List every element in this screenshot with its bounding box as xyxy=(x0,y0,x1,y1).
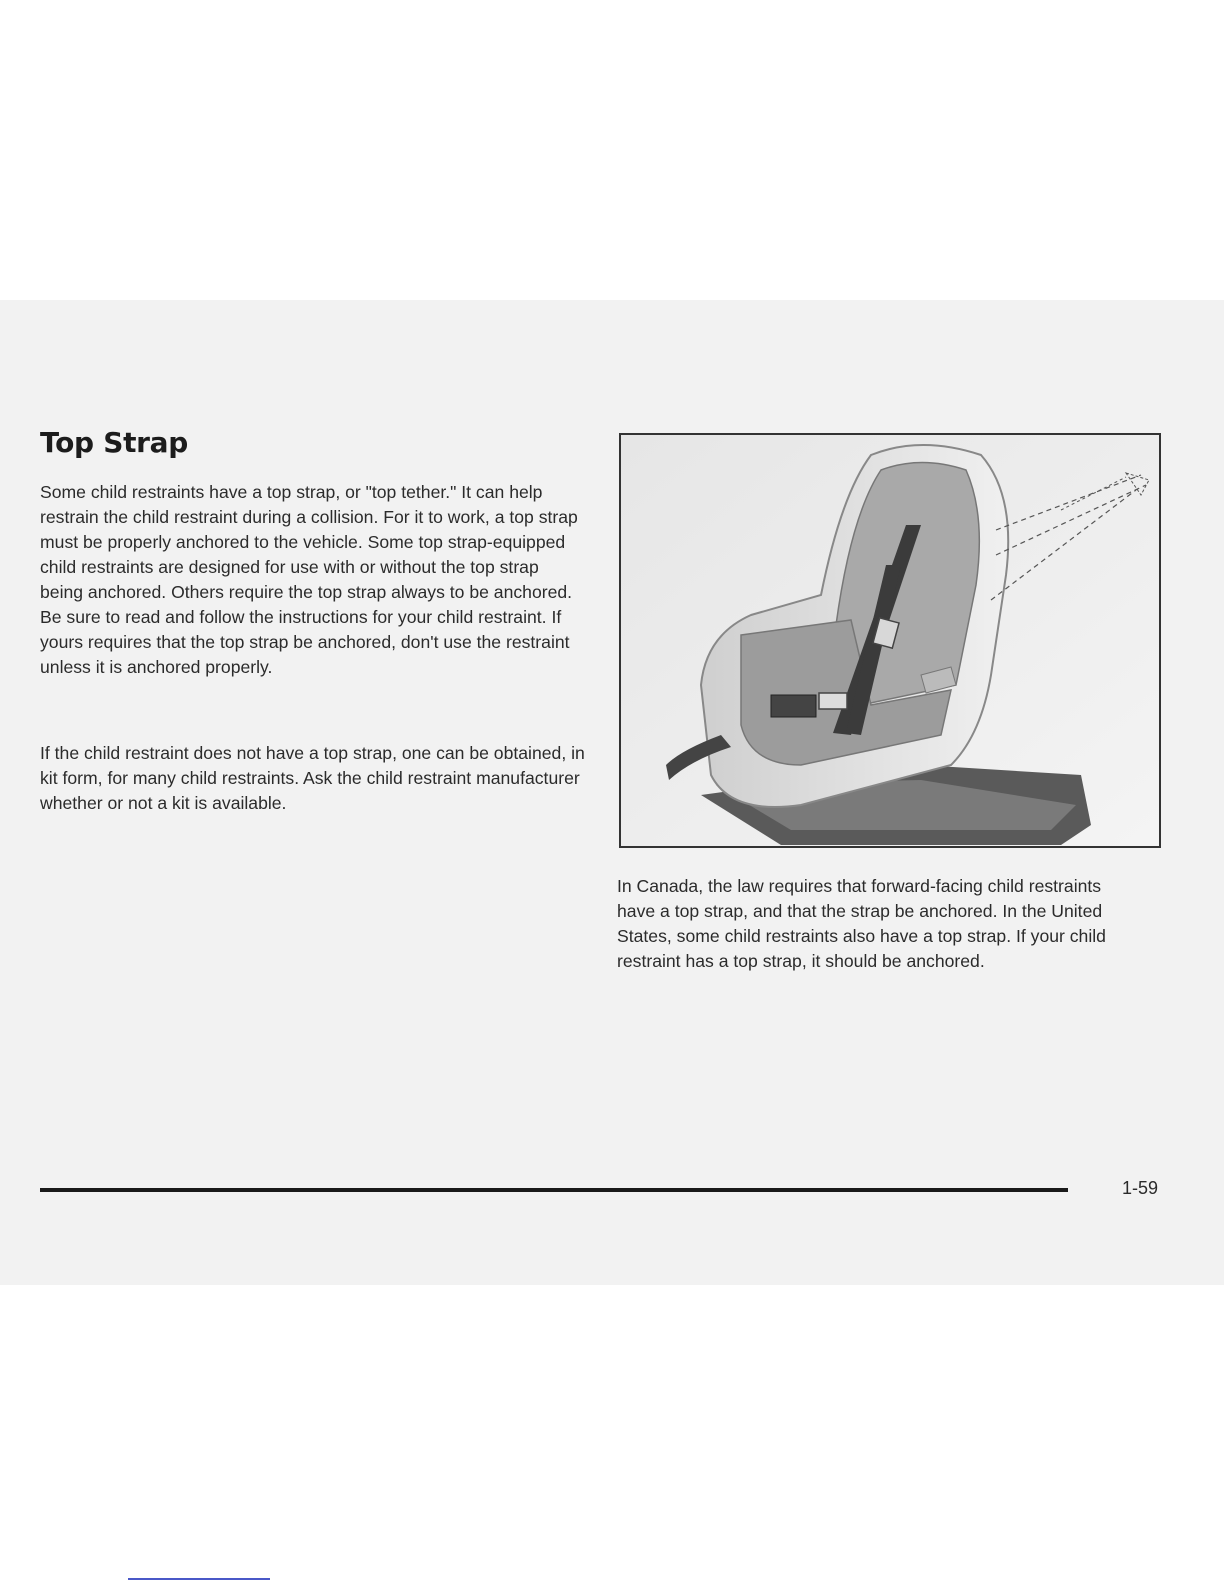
canada-note-paragraph: In Canada, the law requires that forward-facing child restraints have a top strap, and that the strap be anchored. In the United States, some child restraints also have a top strap. If your child restraint has a top strap, it should be anchored. xyxy=(617,876,1106,971)
body-paragraph-2: If the child restraint does not have a top strap, one can be obtained, in kit form, for many child restraints. Ask the child restraint manufacturer whether or not a kit is available. xyxy=(40,743,585,813)
section-title: Top Strap xyxy=(40,426,189,459)
bottom-link-underline[interactable] xyxy=(128,1578,270,1580)
body-paragraph-1: Some child restraints have a top strap, or "top tether." It can help restrain the child restraint during a collision. For it to work, a top strap must be properly anchored to the vehicle. Some top strap-equipped child restraints are designed for use with or without the top strap being anchored. Others require the top strap always to be anchored. Be sure to read and follow the instructions for your child restraint. If yours requires that the top strap be anchored, don't use the restraint unless it is anchored properly. xyxy=(40,482,578,677)
page-number: 1-59 xyxy=(1122,1178,1159,1198)
child-seat-with-top-strap-icon xyxy=(621,435,1159,846)
footer-rule xyxy=(40,1188,1068,1192)
child-seat-illustration xyxy=(619,433,1161,848)
